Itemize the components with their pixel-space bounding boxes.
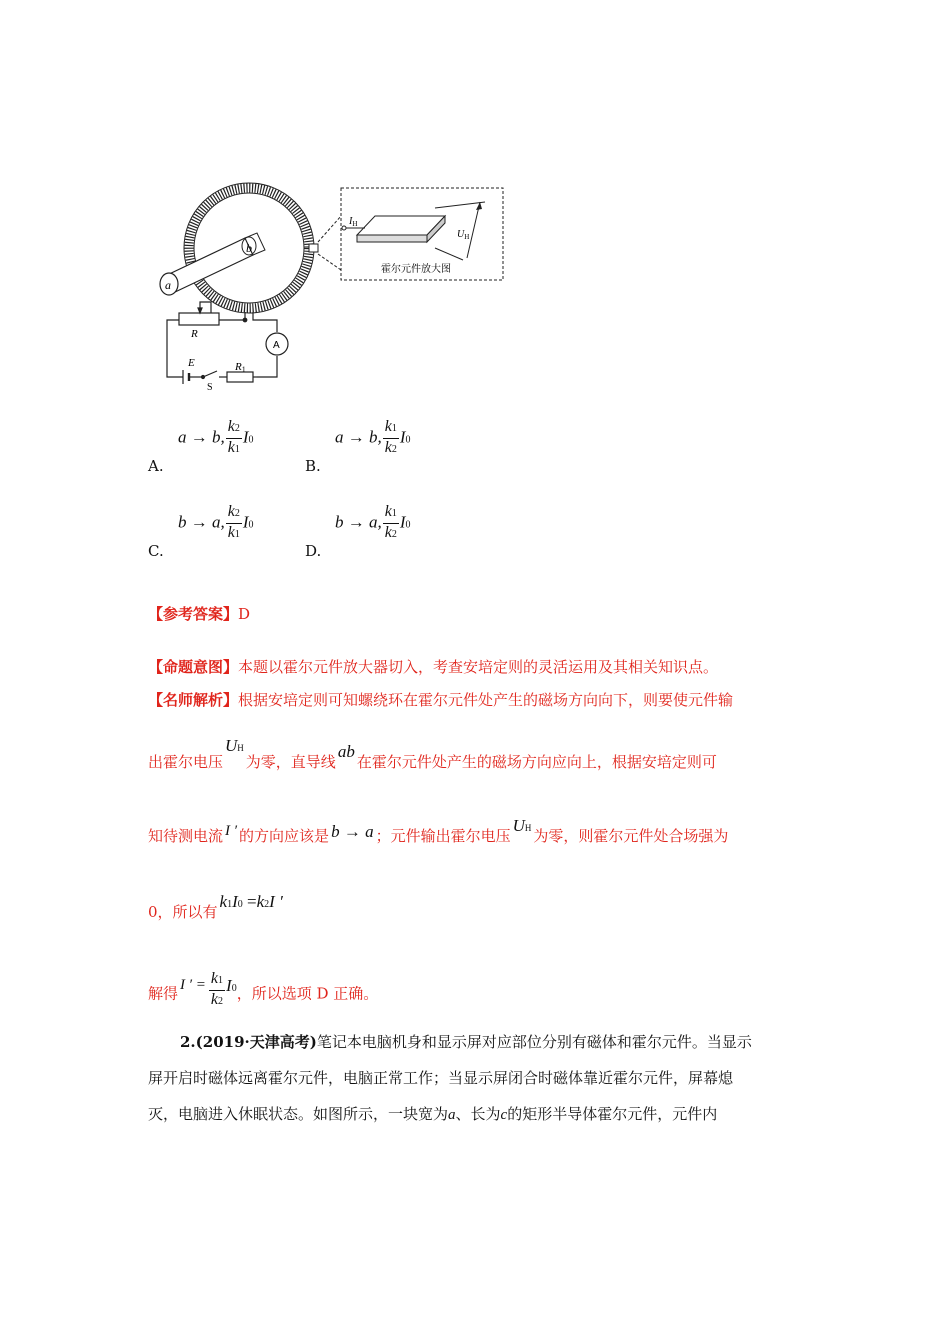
q2-number: 2.(2019·天津高考): [180, 1033, 317, 1051]
figure-caption: 霍尔元件放大图: [381, 264, 451, 275]
circuit: [167, 302, 288, 384]
analysis-label: 【名师解析】: [148, 691, 239, 709]
reference-answer: [148, 604, 250, 624]
option-formula: a → b, $\frac{k2}{k1}$ I0: [178, 418, 254, 456]
q2-line-2: 屏开启时磁体远离霍尔元件，电脑正常工作；当显示屏闭合时磁体靠近霍尔元件，屏幕熄: [148, 1069, 734, 1087]
answer-value: D: [238, 605, 251, 623]
label-b: b: [246, 241, 252, 255]
label-R: R: [191, 328, 198, 340]
intent-text: 本题以霍尔元件放大器切入，考查安培定则的灵活运用及其相关知识点。: [238, 658, 719, 676]
answer-label: 【参考答案】: [148, 605, 239, 623]
option-formula: a → b, $\frac{k1}{k2}$ I0: [335, 418, 411, 456]
option-formula: b → a, $\frac{k1}{k2}$ I0: [335, 503, 411, 541]
question-2: [148, 1024, 808, 1133]
option-letter: C.: [148, 542, 164, 560]
option-letter: D.: [305, 542, 322, 560]
label-UH: $U_H$: [457, 229, 470, 241]
hall-amplifier-figure: [145, 180, 515, 395]
option-formula: b → a, $\frac{k2}{k1}$ I0: [178, 503, 254, 541]
option-letter: A.: [148, 457, 164, 475]
label-E: E: [188, 357, 195, 369]
label-R1: R1: [235, 361, 246, 374]
intent-label: 【命题意图】: [148, 658, 239, 676]
analysis-line-1: 【名师解析】根据安培定则可知螺绕环在霍尔元件处产生的磁场方向向下，则要使元件输: [148, 691, 734, 709]
analysis-line-5: 解得 I ′ = $\frac{k1}{k2}$ I0，所以选项 D 正确。: [148, 970, 379, 1008]
label-S: S: [207, 382, 213, 393]
q2-line-1: 2.(2019·天津高考)笔记本电脑机身和显示屏对应部位分别有磁体和霍尔元件。当显示: [180, 1033, 752, 1051]
analysis-line-3: 知待测电流 I ′ 的方向应该是 b → a ；元件输出霍尔电压UH 为零，则霍尔元件处合场强为: [148, 816, 729, 845]
label-IH: $I_H$: [349, 216, 358, 228]
q2-line-3: 灭，电脑进入休眠状态。如图所示，一块宽为a、长为c的矩形半导体霍尔元件，元件内: [148, 1105, 718, 1123]
label-a: a: [165, 278, 171, 292]
hall-element-small: [309, 244, 318, 252]
proposition-intent: [148, 657, 718, 677]
analysis-line-4: 0，所以有k1I0 =k2I ′: [148, 892, 283, 921]
analysis-line-2: 出霍尔电压UH为零，直导线ab在霍尔元件处产生的磁场方向应向上，根据安培定则可: [148, 736, 717, 771]
option-letter: B.: [305, 457, 321, 475]
label-ammeter: A: [273, 340, 280, 351]
